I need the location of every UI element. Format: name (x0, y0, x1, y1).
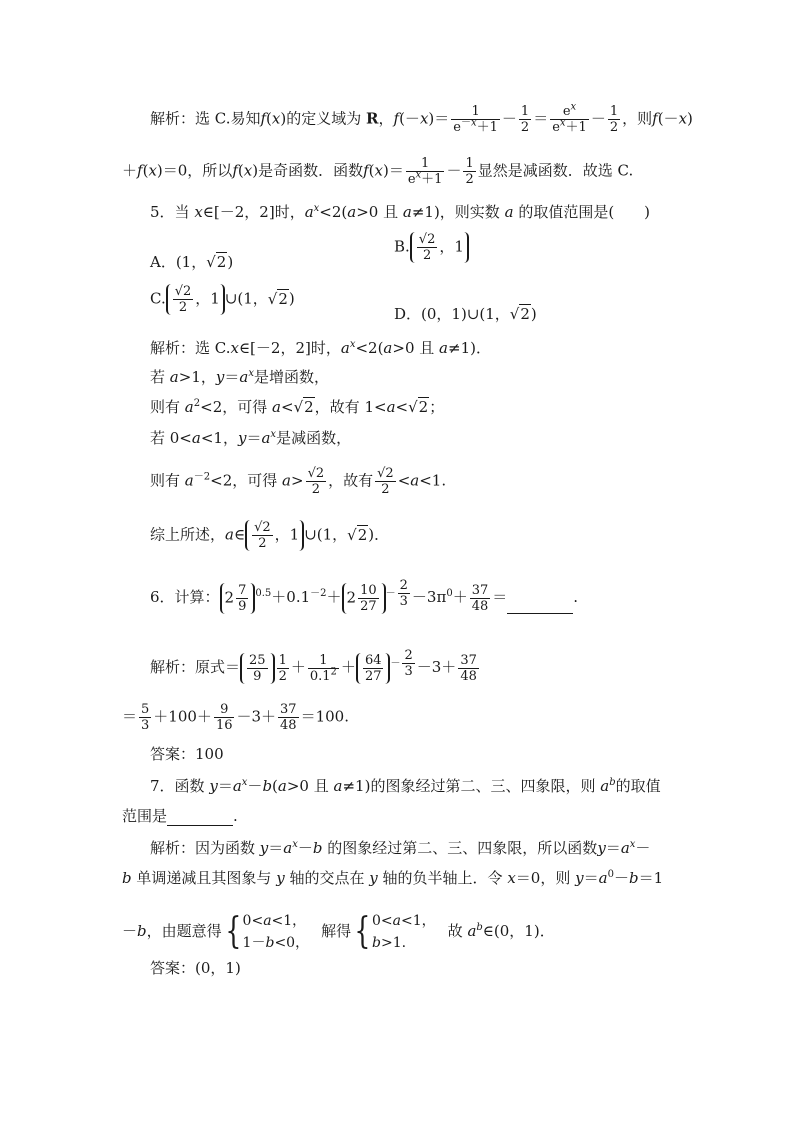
solution-5-line-4: 若 0<a<1，$y=a^x$是减函数， (150, 429, 352, 447)
solution-5-line-2: 若 a>1，$y=a^x$是增函数， (150, 368, 329, 386)
solution-5-line-6: 综上所述，a∈ $\frac{√2}{2}$ ，1 ∪(1，√2)． (150, 520, 390, 551)
option-a: A．(1，√2) (150, 253, 234, 271)
answer-6: 答案：100 (150, 745, 224, 763)
solution-5-line-1: 解析：选 C.x∈[－2，2]时，$a^x<2(a>0$ 且 a≠1)． (150, 339, 491, 357)
solution-5-line-3: 则有 $a^2<2$，可得 a<√2，故有 1<a<√2； (150, 398, 445, 416)
solution-6-line-1: 解析：原式＝ $\frac{25}{9}$ $\frac{1}{2}$ ＋ $\frac{1}{0.1^2}$ ＋ $\frac{64}{27}$ $^{- \frac{2}{3}}$ －3＋ $\frac{37}{48}$ (150, 648, 477, 684)
solution-6-line-2: ＝ $\frac{5}{3}$ ＋100＋ $\frac{9}{16}$ －3＋ $\frac{37}{48}$ ＝100. (122, 702, 349, 733)
question-7-line-2: 范围是 . (122, 807, 238, 825)
question-5: 5．当 x∈[－2，2]时，$a^x<2(a>0$ 且 a≠1)，则实数 a 的取值范围是( ) (150, 203, 651, 221)
option-b: B. $\frac{√2}{2}$ ，1 (394, 232, 469, 263)
solution-7-line-2: b 单调递减且其图象与 y 轴的交点在 y 轴的负半轴上．令 x＝0，则 $y=a^0-b=1$ (122, 869, 664, 887)
solution-4-line-2: ＋f(x)＝0，所以f(x)是奇函数．函数f(x)＝ $\frac{1}{e^x+1}$ － $\frac{1}{2}$ 显然是减函数．故选 C. (122, 156, 634, 187)
solution-5-line-5: 则有 $a^{-2}<2$，可得 a> $\frac{√2}{2}$ ，故有 $\frac{√2}{2}$ <a<1. (150, 466, 447, 497)
solution-7-line-3: －b，由题意得{0<a<1， 1－b<0，解得{0<a<1， b>1.故 $a^b\in(0$，1)． (122, 911, 555, 952)
option-c: C. $\frac{√2}{2}$ ，1 ∪(1，√2) (150, 284, 295, 315)
answer-blank (507, 599, 573, 614)
solution-7-line-1: 解析：因为函数 $y=a^x-b$ 的图象经过第二、三、四象限，所以函数$y=a^x-$ (150, 839, 651, 857)
question-6: 6．计算： 2 $\frac{7}{9}$ $^{0.5}+0.1^{-2}+ 2$ $\frac{10}{27}$ $^{- \frac{2}{3}}$ $-3\pi^0+$ $\frac{37}{48}$ ＝ . (150, 578, 579, 614)
question-7-line-1: 7．函数 $y=a^x-b(a>0$ 且 a≠1)的图象经过第二、三、四象限，则 $a^b$的取值 (150, 777, 661, 795)
option-d: D．(0，1)∪(1，√2) (394, 305, 537, 323)
solution-4-line-1: 解析：选 C.易知f(x)的定义域为 R，f(－x)＝ $\frac{1}{e^{-x}+1}$ － $\frac{1}{2}$ ＝ $\frac{e^x}{e^x+1}$ － $\frac{1}{2}$ ，则f(－x) (150, 101, 693, 135)
answer-7: 答案：(0，1) (150, 959, 241, 977)
